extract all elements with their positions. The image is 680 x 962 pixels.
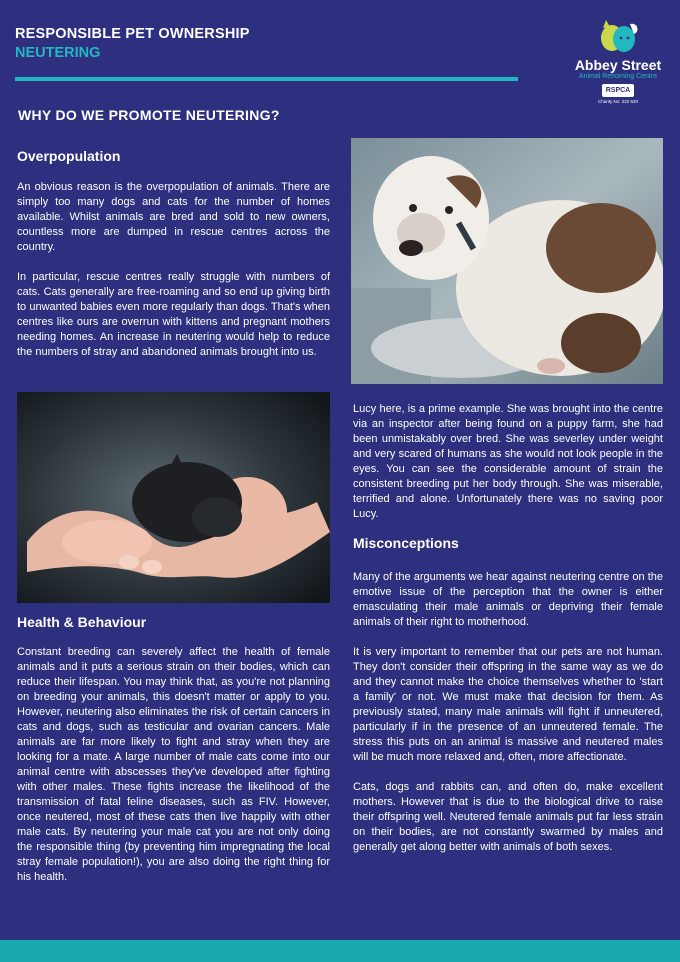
overpopulation-section xyxy=(17,180,330,360)
abbey-street-logo xyxy=(568,18,668,104)
footer-bar xyxy=(0,940,680,962)
charity-number: Charity No: 222 620 xyxy=(597,99,639,104)
lucy-paragraph: Lucy here, is a prime example. She was brought into the centre via an inspector after being found on a puppy farm, she had been unmistakably over bred. She was severley under weight and very scared of humans as she would not look people in the eyes. You can see the considerable amount of strain the consistent breeding put her body through. She was miserable, terrified and alone. Unfortunately there was no saving poor Lucy. xyxy=(353,403,663,520)
rspca-badge: RSPCA xyxy=(602,84,634,97)
misconceptions-paragraph-2: It is very important to remember that our pets are not human. They don't consider their offspring in the same way as we do and they cannot make the choice themselves whether to 'start a family' or not. We must make that decision for them. As previously stated, many male animals will fight if unneutered, particularly if in the presence of an unneutered female. The stress this puts on an animal is massive and neutered males will be much more relaxed and, often, more affectionate. xyxy=(353,646,663,763)
lucy-section xyxy=(353,402,663,522)
overpopulation-paragraph-1: An obvious reason is the overpopulation of animals. There are simply too many dogs and cats for the number of homes available. Whilst animals are bred and sold to new owners, countless more are dumped in rescue centres across the country. xyxy=(17,181,330,253)
logo-tagline: Animal Rehoming Centre xyxy=(578,73,658,80)
misconceptions-paragraph-1: Many of the arguments we hear against neutering centre on the emotive issue of the perception that the owner is either emasculating their male animals or depriving their female animals of their right to motherhood. xyxy=(353,571,663,628)
main-heading: WHY DO WE PROMOTE NEUTERING? xyxy=(18,107,280,123)
misconceptions-section xyxy=(353,570,663,855)
header-divider xyxy=(15,77,518,81)
health-behaviour-paragraph: Constant breeding can severely affect the health of female animals and it puts a serious strain on their bodies, which can reduce their lifespan. You may think that, as you're not planning on breeding your animals, this doesn't matter or apply to you. However, neutering also eliminates the risk of certain cancers in cats and dogs, such as testicular and ovarian cancers. Male animals are far more likely to fight and stray when they are looking for a mate. A large number of male cats come into our animal centre with abscesses they've developed after fighting with other males. These fights increase the likelihood of the transmission of fatal feline diseases, such as FIV. However, once neutered, most of these cats then live happily with other male cats. By neutering your male cat you are not only doing the responsible thing (by preventing him impregnating the local stray female population!), you are also doing the right thing for his health. xyxy=(17,646,330,883)
pet-heads-logo-icon xyxy=(594,18,642,56)
lucy-dog-photo xyxy=(351,138,663,384)
health-behaviour-heading: Health & Behaviour xyxy=(17,614,147,630)
misconceptions-heading: Misconceptions xyxy=(353,535,459,551)
misconceptions-paragraph-3: Cats, dogs and rabbits can, and often do, make excellent mothers. However that is due to the biological drive to raise their offspring well. Neutered female animals put far less strain on their bodies, are not constantly swarmed by males and generally get along better with animals of both sexes. xyxy=(353,781,663,853)
logo-name: Abbey Street xyxy=(574,57,662,73)
kitten-in-hands-photo xyxy=(17,392,330,603)
health-behaviour-section xyxy=(17,645,330,885)
overpopulation-paragraph-2: In particular, rescue centres really struggle with numbers of cats. Cats generally are free-roaming and so end up giving birth to unwanted babies even more regularly than dogs. That's when centres like ours are overrun with kittens and pregnant mothers needing homes. An increase in neutering would help to reduce the numbers of stray and abandoned animals brought into us. xyxy=(17,271,330,358)
overpopulation-heading: Overpopulation xyxy=(17,148,121,164)
page-header-title: RESPONSIBLE PET OWNERSHIP xyxy=(15,26,250,42)
page-header-subtitle: NEUTERING xyxy=(15,45,101,61)
